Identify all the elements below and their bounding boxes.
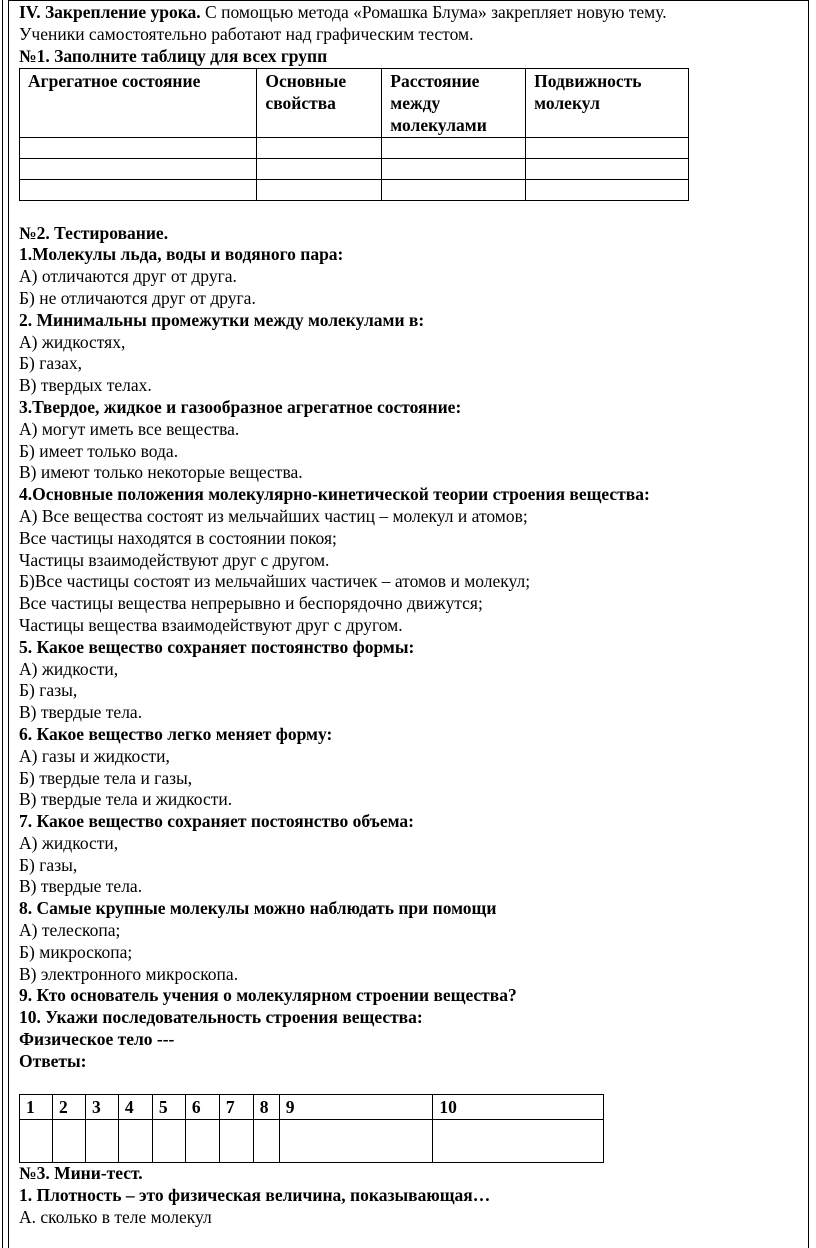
section-text: С помощью метода «Ромашка Блума» закрепляет новую тему. <box>200 2 667 22</box>
answer-option: Б) не отличаются друг от друга. <box>19 287 256 308</box>
question-10: 10. Укажи последовательность строения вещества: <box>19 1007 423 1028</box>
answer-option: В) твердые тела и жидкости. <box>19 789 233 810</box>
answers-header-cell: 10 <box>433 1095 604 1120</box>
task2-title: №2. Тестирование. <box>19 222 169 243</box>
table-cell[interactable] <box>20 137 257 158</box>
question-8 <box>19 898 799 985</box>
question-3 <box>19 397 799 484</box>
answer-option: В) твердые тела. <box>19 702 143 723</box>
page-left-border <box>0 0 9 1248</box>
table-row <box>20 158 689 179</box>
answer-option: В) электронного микроскопа. <box>19 963 239 984</box>
question-text: 6. Какое вещество легко меняет форму: <box>19 723 333 744</box>
table-row <box>20 179 689 200</box>
answer-option: Б) газах, <box>19 353 83 374</box>
question-text: 5. Какое вещество сохраняет постоянство формы: <box>19 636 415 657</box>
answer-option: Все частицы вещества непрерывно и беспорядочно движутся; <box>19 593 483 614</box>
answer-option: Все частицы находятся в состоянии покоя; <box>19 527 337 548</box>
table-header-cell: Агрегатное состояние <box>20 69 257 137</box>
question-text: 3.Твердое, жидкое и газообразное агрегатное состояние: <box>19 396 462 417</box>
table-header-cell: Расстояние между молекулами <box>382 69 526 137</box>
table-cell[interactable] <box>20 158 257 179</box>
answer-cell[interactable] <box>279 1120 433 1163</box>
section-title: IV. Закрепление урока. <box>19 2 201 22</box>
answer-option: В) твердых телах. <box>19 375 152 396</box>
answers-header-cell: 1 <box>20 1095 53 1120</box>
answer-option: Б) твердые тела и газы, <box>19 767 193 788</box>
answer-cell[interactable] <box>52 1120 85 1163</box>
answer-cell[interactable] <box>219 1120 253 1163</box>
question-text: 4.Основные положения молекулярно-кинетической теории строения вещества: <box>19 484 650 505</box>
answers-header-row <box>20 1095 604 1120</box>
answer-option: А) могут иметь все вещества. <box>19 418 240 439</box>
question-text: 7. Какое вещество сохраняет постоянство объема: <box>19 811 415 832</box>
table-header-cell: Основные свойства <box>257 69 382 137</box>
answer-option: А) Все вещества состоят из мельчайших частиц – молекул и атомов; <box>19 505 528 526</box>
answer-option: Б) газы, <box>19 854 78 875</box>
answer-cell[interactable] <box>20 1120 53 1163</box>
question-1 <box>19 244 799 309</box>
question-text: 1.Молекулы льда, воды и водяного пара: <box>19 244 344 265</box>
table-cell[interactable] <box>257 158 382 179</box>
properties-table <box>19 68 689 200</box>
page-top-border <box>8 0 809 1</box>
question-9: 9. Кто основатель учения о молекулярном строении вещества? <box>19 985 517 1006</box>
answer-option: В) имеют только некоторые вещества. <box>19 462 303 483</box>
answers-header-cell: 9 <box>279 1095 433 1120</box>
table-cell[interactable] <box>20 179 257 200</box>
answer-option: Б) газы, <box>19 680 78 701</box>
answers-header-cell: 8 <box>253 1095 279 1120</box>
table-header-cell: Подвижность молекул <box>526 69 689 137</box>
answer-option: А) жидкости, <box>19 658 119 679</box>
table-row <box>20 137 689 158</box>
answer-cell[interactable] <box>433 1120 604 1163</box>
table-cell[interactable] <box>257 179 382 200</box>
table-cell[interactable] <box>526 137 689 158</box>
task3-question-1: 1. Плотность – это физическая величина, показывающая… <box>19 1185 491 1206</box>
answer-option: Б) микроскопа; <box>19 941 133 962</box>
table-header-row <box>20 69 689 137</box>
answers-input-row <box>20 1120 604 1163</box>
answer-option: А) жидкостях, <box>19 331 126 352</box>
answers-header-cell: 6 <box>185 1095 219 1120</box>
answer-option: В) твердые тела. <box>19 876 143 897</box>
section-intro <box>19 2 799 24</box>
document-content <box>19 2 799 1229</box>
answer-option: А) телескопа; <box>19 920 121 941</box>
answers-header-cell: 7 <box>219 1095 253 1120</box>
answers-header-cell: 2 <box>52 1095 85 1120</box>
question-2 <box>19 310 799 397</box>
table-cell[interactable] <box>257 137 382 158</box>
table-cell[interactable] <box>382 137 526 158</box>
answer-option: Б) имеет только вода. <box>19 440 179 461</box>
question-7 <box>19 811 799 898</box>
answer-cell[interactable] <box>152 1120 185 1163</box>
physical-body-label: Физическое тело --- <box>19 1029 175 1050</box>
answer-cell[interactable] <box>253 1120 279 1163</box>
answer-option: Б)Все частицы состоят из мельчайших частичек – атомов и молекул; <box>19 571 531 592</box>
answers-header-cell: 5 <box>152 1095 185 1120</box>
page-right-border <box>808 0 809 1248</box>
table-cell[interactable] <box>526 179 689 200</box>
answer-option: А) отличаются друг от друга. <box>19 266 237 287</box>
answer-option: А) жидкости, <box>19 832 119 853</box>
table-cell[interactable] <box>526 158 689 179</box>
answers-table <box>19 1094 604 1163</box>
answer-option: Частицы вещества взаимодействуют друг с другом. <box>19 614 403 635</box>
answers-header-cell: 3 <box>85 1095 118 1120</box>
answers-label: Ответы: <box>19 1050 87 1071</box>
question-text: 2. Минимальны промежутки между молекулами в: <box>19 309 425 330</box>
section-text-2: Ученики самостоятельно работают над графическим тестом. <box>19 23 474 44</box>
question-4 <box>19 484 799 637</box>
task1-title: №1. Заполните таблицу для всех групп <box>19 45 328 66</box>
question-5 <box>19 637 799 724</box>
question-text: 8. Самые крупные молекулы можно наблюдать при помощи <box>19 898 497 919</box>
answer-option: Частицы взаимодействуют друг с другом. <box>19 549 330 570</box>
task3-option-a: А. сколько в теле молекул <box>19 1206 212 1227</box>
answers-header-cell: 4 <box>118 1095 152 1120</box>
question-6 <box>19 724 799 811</box>
table-cell[interactable] <box>382 158 526 179</box>
table-cell[interactable] <box>382 179 526 200</box>
answer-cell[interactable] <box>85 1120 118 1163</box>
answer-option: А) газы и жидкости, <box>19 745 170 766</box>
task3-title: №3. Мини-тест. <box>19 1163 143 1184</box>
answer-cell[interactable] <box>185 1120 219 1163</box>
answer-cell[interactable] <box>118 1120 152 1163</box>
